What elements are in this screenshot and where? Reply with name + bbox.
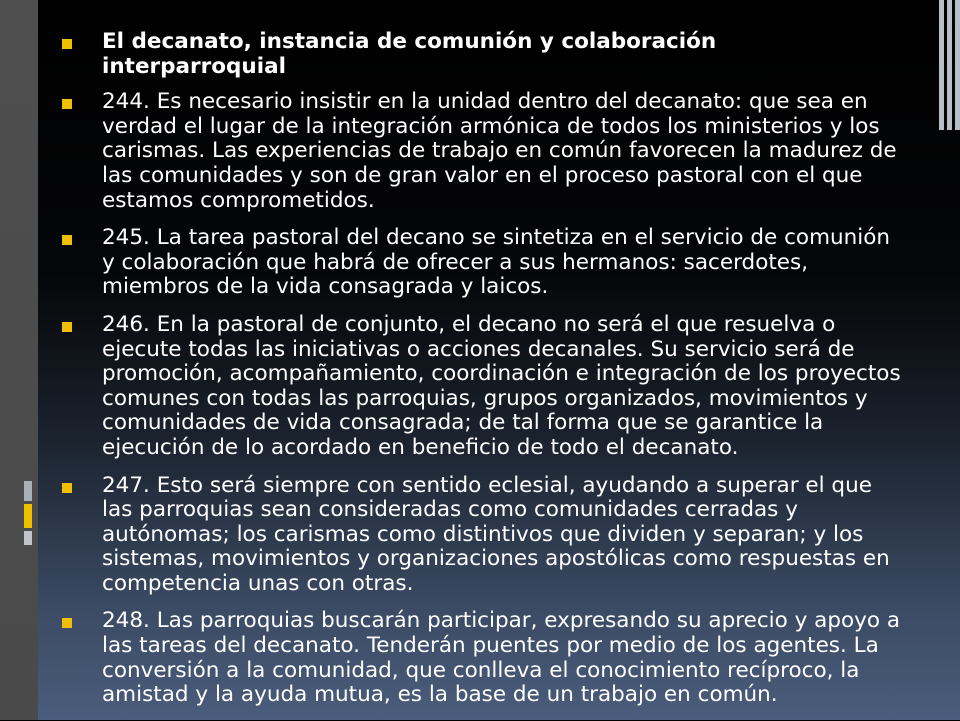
square-bullet-icon <box>62 99 72 109</box>
decoration-bar-gray <box>24 481 32 501</box>
bullet-text: 248. Las parroquias buscarán participar, expresando su aprecio y apoyo a las tareas del decanato. Tenderán puentes por medio de los agentes. La conversión a la comunidad, que conlleva el conocimiento recíproco, la amistad y la ayuda mutua, es la base de un trabajo en común. <box>102 608 901 708</box>
bullet-item-248 <box>62 609 906 707</box>
square-bullet-icon <box>62 39 72 49</box>
square-bullet-icon <box>62 235 72 245</box>
bullet-text: El decanato, instancia de comunión y colaboración interparroquial <box>102 29 717 79</box>
square-bullet-icon <box>62 618 72 628</box>
decoration-bar-light <box>24 531 32 545</box>
decoration-bar-yellow <box>24 504 32 528</box>
bullet-list <box>62 30 906 708</box>
square-bullet-icon <box>62 483 72 493</box>
decoration-line <box>947 0 952 130</box>
bullet-text: 244. Es necesario insistir en la unidad dentro del decanato: que sea en verdad el lugar de la integración armónica de todos los ministerios y los carismas. Las experiencias de trabajo en común favorecen la madurez de las comunidades y son de gran valor en el proceso pastoral con el que estamos comprometidos. <box>102 89 897 213</box>
bullet-item-heading <box>62 30 906 79</box>
bullet-item-247 <box>62 474 906 597</box>
right-decoration-bars <box>934 0 960 130</box>
left-decoration-strip <box>0 0 38 720</box>
decoration-line <box>939 0 944 130</box>
bullet-item-246 <box>62 313 906 461</box>
square-bullet-icon <box>62 322 72 332</box>
bullet-text: 246. En la pastoral de conjunto, el decano no será el que resuelva o ejecute todas las iniciativas o acciones decanales. Su servicio será de promoción, acompañamiento, coordinación e integración de los proyectos comunes con todas las parroquias, grupos organizados, movimientos y comunidades de vida consagrada; de tal forma que se garantice la ejecución de lo acordado en beneficio de todo el decanato. <box>102 311 901 460</box>
bullet-text: 245. La tarea pastoral del decano se sintetiza en el servicio de comunión y colaboración que habrá de ofrecer a sus hermanos: sacerdotes, miembros de la vida consagrada y laicos. <box>102 225 891 300</box>
bullet-item-244 <box>62 90 906 213</box>
bullet-item-245 <box>62 226 906 300</box>
slide-content <box>62 30 906 721</box>
decoration-line <box>955 0 960 130</box>
bullet-text: 247. Esto será siempre con sentido eclesial, ayudando a superar el que las parroquias sean consideradas como comunidades cerradas y autónomas; los carismas como distintivos que dividen y separan; y los sistemas, movimientos y organizaciones apostólicas como respuestas en competencia unas con otras. <box>102 472 890 596</box>
